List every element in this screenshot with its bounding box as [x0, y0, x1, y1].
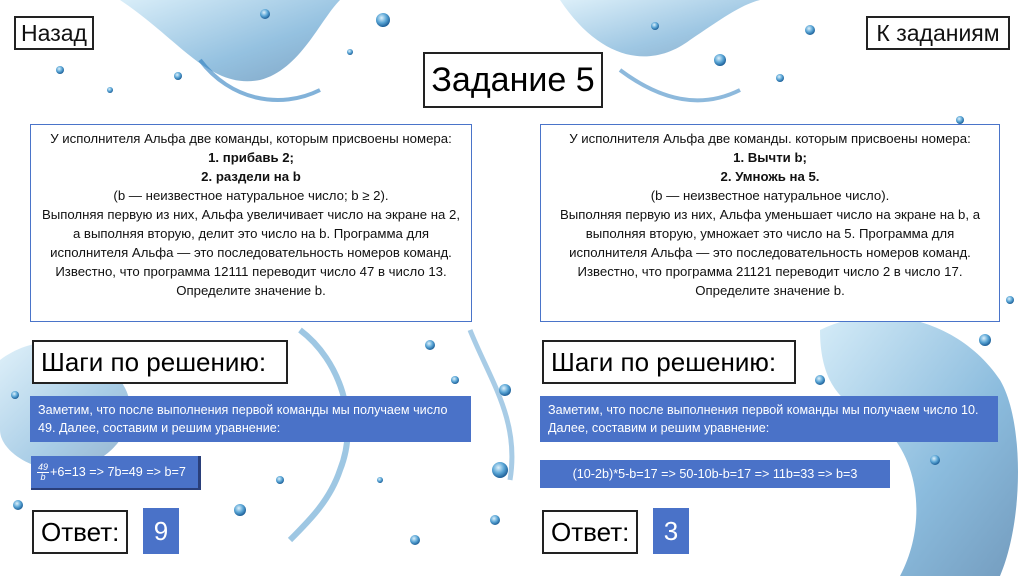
equation-right: (10-2b)*5-b=17 => 50-10b-b=17 => 11b=33 => b=3 [540, 460, 890, 488]
command-1: 1. прибавь 2; [208, 150, 294, 165]
equation-rest: +6=13 => 7b=49 => b=7 [50, 465, 186, 479]
task-body: Выполняя первую из них, Альфа увеличивает число на экране на 2, а выполняя вторую, делит это число на b. Программа для исполнителя Альфа — это последовательность номеров команд. Известно, что программа 12111 переводит число 47 в число 13. Определите значение b. [41, 207, 461, 298]
task-description-left [30, 124, 472, 322]
task-intro: У исполнителя Альфа две команды. которым присвоены номера: [569, 131, 971, 146]
task-description-right [540, 124, 1000, 322]
back-button[interactable]: Назад [14, 16, 94, 50]
answer-value-left[interactable]: 9 [143, 508, 179, 554]
steps-heading-right: Шаги по решению: [542, 340, 796, 384]
command-2: 2. раздели на b [201, 169, 301, 184]
task-condition: (b — неизвестное натуральное число; b ≥ 2). [113, 188, 389, 203]
steps-heading-left: Шаги по решению: [32, 340, 288, 384]
fraction-numerator: 49 [38, 461, 49, 472]
task-intro: У исполнителя Альфа две команды, которым присвоены номера: [50, 131, 452, 146]
fraction-denominator: b [40, 471, 46, 482]
page-title: Задание 5 [423, 52, 603, 108]
command-1: 1. Вычти b; [733, 150, 807, 165]
equation-left [31, 456, 201, 490]
solution-note-right: Заметим, что после выполнения первой команды мы получаем число 10. Далее, составим и решим уравнение: [540, 396, 998, 442]
solution-note-left: Заметим, что после выполнения первой команды мы получаем число 49. Далее, составим и решим уравнение: [30, 396, 471, 442]
to-tasks-button[interactable]: К заданиям [866, 16, 1010, 50]
answer-value-right[interactable]: 3 [653, 508, 689, 554]
task-condition: (b — неизвестное натуральное число). [650, 188, 890, 203]
answer-label-right: Ответ: [542, 510, 638, 554]
answer-label-left: Ответ: [32, 510, 128, 554]
task-body: Выполняя первую из них, Альфа уменьшает число на экране на b, а выполняя вторую, умножает это число на 5. Программа для исполнителя Альфа — это последовательность номеров команд. Известно, что программа 21121 переводит число 2 в число 17. Определите значение b. [559, 207, 981, 298]
fraction [37, 463, 49, 482]
command-2: 2. Умножь на 5. [720, 169, 820, 184]
